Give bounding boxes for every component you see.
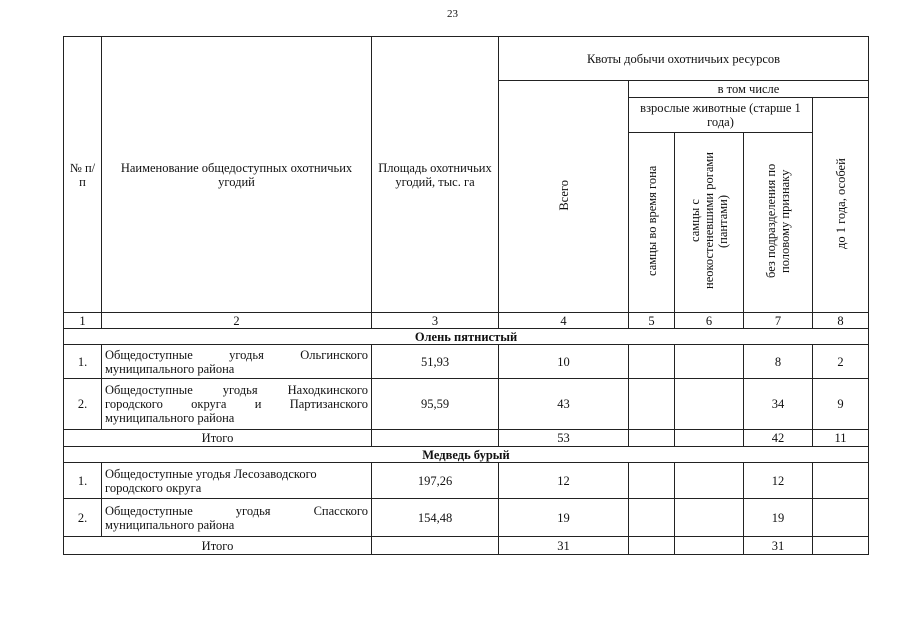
section-title: Олень пятнистый (64, 329, 869, 345)
row-c7: 34 (744, 379, 813, 430)
summary-area (372, 537, 499, 555)
column-number: 4 (499, 313, 629, 329)
header-no-sex-cell (744, 133, 813, 313)
header-young-cell (813, 98, 869, 313)
row-num: 2. (64, 499, 102, 537)
summary-c6 (675, 537, 744, 555)
section-title-row (64, 447, 869, 463)
header-quota: Квоты добычи охотничьих ресурсов (499, 37, 869, 81)
column-number: 2 (102, 313, 372, 329)
row-area: 51,93 (372, 345, 499, 379)
summary-label: Итого (64, 537, 372, 555)
column-number: 7 (744, 313, 813, 329)
summary-c5 (629, 430, 675, 447)
header-males-rut-cell (629, 133, 675, 313)
summary-total: 53 (499, 430, 629, 447)
quota-table (63, 36, 869, 555)
row-c7: 12 (744, 463, 813, 499)
summary-c5 (629, 537, 675, 555)
row-area: 95,59 (372, 379, 499, 430)
column-number: 3 (372, 313, 499, 329)
column-numbers-row (64, 313, 869, 329)
row-name: Общедоступные угодья Находкинского городского округа и Партизанского муниципального района (102, 379, 372, 430)
row-total: 19 (499, 499, 629, 537)
summary-label: Итого (64, 430, 372, 447)
row-total: 43 (499, 379, 629, 430)
row-c5 (629, 379, 675, 430)
table-row (64, 345, 869, 379)
header-males-antlers: самцы с неокостеневшими рогами (пантами) (688, 152, 730, 290)
header-row-1 (64, 37, 869, 81)
row-c8 (813, 463, 869, 499)
page-number: 23 (447, 8, 458, 20)
row-c7: 19 (744, 499, 813, 537)
header-total: Всего (556, 179, 571, 211)
header-including: в том числе (629, 81, 869, 98)
row-name: Общедоступные угодья Спасского муниципального района (102, 499, 372, 537)
header-males-rut: самцы во время гона (644, 165, 659, 277)
table-row (64, 499, 869, 537)
row-c5 (629, 345, 675, 379)
table-row (64, 379, 869, 430)
header-total-cell (499, 81, 629, 313)
row-c8: 2 (813, 345, 869, 379)
section-title: Медведь бурый (64, 447, 869, 463)
row-c6 (675, 379, 744, 430)
row-num: 2. (64, 379, 102, 430)
row-c5 (629, 499, 675, 537)
row-num: 1. (64, 345, 102, 379)
summary-area (372, 430, 499, 447)
row-c6 (675, 463, 744, 499)
header-num: № п/п (64, 37, 102, 313)
row-area: 197,26 (372, 463, 499, 499)
summary-c7: 42 (744, 430, 813, 447)
header-adults: взрослые животные (старше 1 года) (629, 98, 813, 133)
header-name: Наименование общедоступных охотничьих угодий (102, 37, 372, 313)
row-c8: 9 (813, 379, 869, 430)
table-row (64, 463, 869, 499)
column-number: 6 (675, 313, 744, 329)
column-number: 5 (629, 313, 675, 329)
row-area: 154,48 (372, 499, 499, 537)
row-total: 10 (499, 345, 629, 379)
row-total: 12 (499, 463, 629, 499)
row-c6 (675, 499, 744, 537)
header-area: Площадь охотничьих угодий, тыс. га (372, 37, 499, 313)
column-number: 1 (64, 313, 102, 329)
column-number: 8 (813, 313, 869, 329)
header-no-sex: без подразделения по половому признаку (764, 163, 792, 279)
summary-c8: 11 (813, 430, 869, 447)
summary-c6 (675, 430, 744, 447)
summary-c7: 31 (744, 537, 813, 555)
summary-row (64, 430, 869, 447)
row-c5 (629, 463, 675, 499)
summary-c8 (813, 537, 869, 555)
row-name: Общедоступные угодья Лесозаводского городского округа (102, 463, 372, 499)
header-young: до 1 года, особей (833, 158, 848, 249)
row-c7: 8 (744, 345, 813, 379)
row-num: 1. (64, 463, 102, 499)
row-name: Общедоступные угодья Ольгинского муниципального района (102, 345, 372, 379)
row-c6 (675, 345, 744, 379)
summary-total: 31 (499, 537, 629, 555)
row-c8 (813, 499, 869, 537)
section-title-row (64, 329, 869, 345)
summary-row (64, 537, 869, 555)
header-males-antlers-cell (675, 133, 744, 313)
